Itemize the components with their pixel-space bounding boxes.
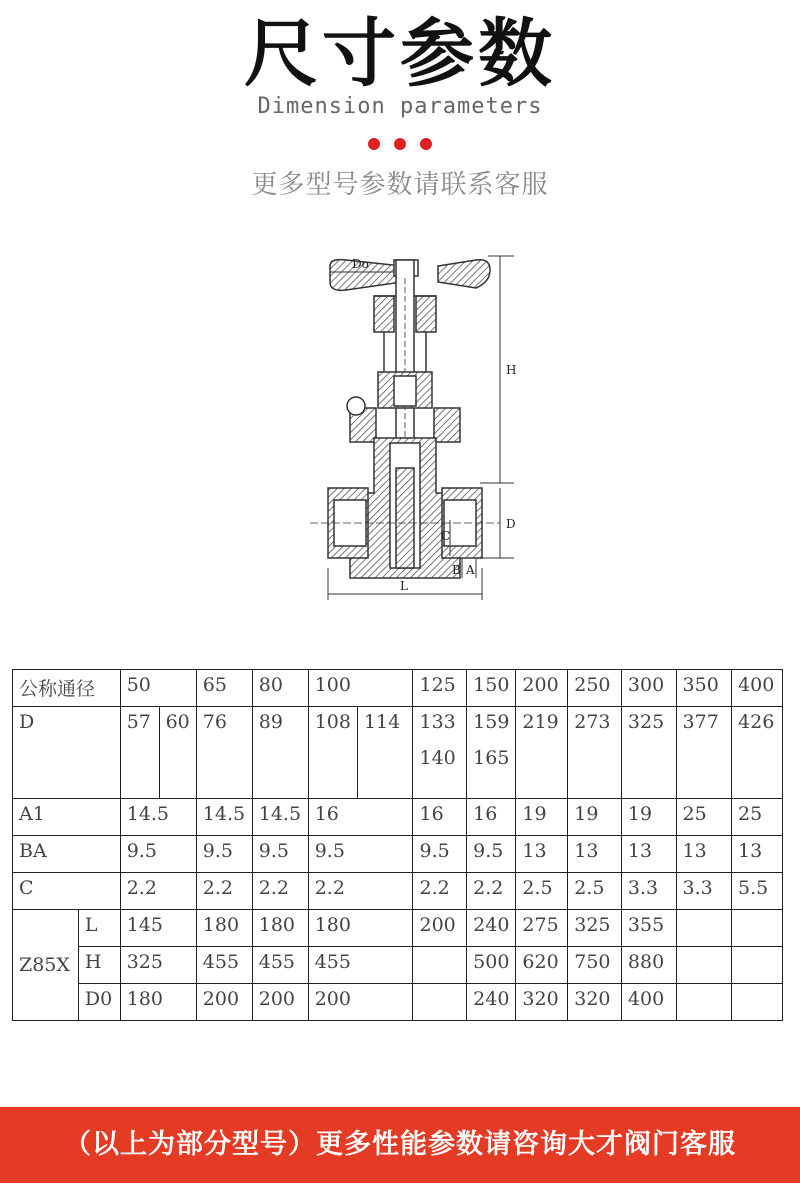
table-cell: 180 (120, 984, 196, 1021)
footer-banner: （以上为部分型号）更多性能参数请咨询大才阀门客服 (0, 1107, 800, 1183)
table-cell: 620 (516, 947, 568, 984)
table-row (13, 799, 783, 836)
table-cell: 2.2 (308, 873, 413, 910)
table-cell: 80 (252, 670, 308, 707)
table-cell: 13 (516, 836, 568, 873)
table-cell: 320 (516, 984, 568, 1021)
table-cell: 455 (196, 947, 252, 984)
row-label-nominal: 公称通径 (13, 670, 121, 707)
dim-label-c: C (441, 529, 451, 543)
table-cell: 89 (252, 707, 308, 799)
table-cell: 19 (621, 799, 676, 836)
table-cell: 125 (413, 670, 467, 707)
table-cell: 25 (676, 799, 732, 836)
table-cell: 250 (568, 670, 622, 707)
table-cell: 880 (621, 947, 676, 984)
table-cell: 145 (120, 910, 196, 947)
table-cell (676, 947, 732, 984)
table-cell (732, 984, 783, 1021)
table-cell: 65 (196, 670, 252, 707)
table-cell: 200 (413, 910, 467, 947)
table-row (13, 910, 783, 947)
row-label-a1: A1 (13, 799, 121, 836)
dot-icon (394, 138, 406, 150)
table-cell: 5.5 (732, 873, 783, 910)
table-cell: 16 (467, 799, 516, 836)
dim-label-h: H (506, 363, 517, 377)
table-cell: 180 (308, 910, 413, 947)
table-cell: 114 (357, 707, 413, 799)
table-cell (413, 707, 467, 799)
table-cell: 300 (621, 670, 676, 707)
table-cell: 275 (516, 910, 568, 947)
dot-icon (368, 138, 380, 150)
table-cell: 500 (467, 947, 516, 984)
table-cell: 273 (568, 707, 622, 799)
table-cell: 325 (568, 910, 622, 947)
row-label-h: H (78, 947, 120, 984)
table-cell: 426 (732, 707, 783, 799)
table-cell: 200 (516, 670, 568, 707)
row-label-l: L (78, 910, 120, 947)
table-cell: 13 (732, 836, 783, 873)
gate-valve-drawing (290, 238, 530, 618)
table-cell (467, 707, 516, 799)
table-cell (676, 910, 732, 947)
table-cell: 750 (568, 947, 622, 984)
table-cell: 240 (467, 984, 516, 1021)
contact-note: 更多型号参数请联系客服 (251, 170, 549, 200)
table-cell: 9.5 (252, 836, 308, 873)
cell-line: 159 (473, 711, 510, 733)
table-cell: 455 (252, 947, 308, 984)
table-row (13, 836, 783, 873)
table-cell: 16 (308, 799, 413, 836)
table-cell: 200 (308, 984, 413, 1021)
table-cell: 57 (120, 707, 159, 799)
table-cell: 13 (568, 836, 622, 873)
decorative-dots (0, 138, 800, 150)
row-label-d: D (13, 707, 121, 799)
table-cell: 108 (308, 707, 357, 799)
table-cell: 13 (676, 836, 732, 873)
table-cell: 325 (621, 707, 676, 799)
table-cell (676, 984, 732, 1021)
table-cell: 9.5 (308, 836, 413, 873)
table-cell: 219 (516, 707, 568, 799)
table-cell: 50 (120, 670, 196, 707)
table-cell: 16 (413, 799, 467, 836)
table-cell: 14.5 (252, 799, 308, 836)
table-row (13, 873, 783, 910)
table-cell: 400 (732, 670, 783, 707)
dim-label-a: A (466, 563, 475, 577)
table-row (13, 947, 783, 984)
table-cell: 60 (159, 707, 196, 799)
table-row (13, 984, 783, 1021)
row-label-model: Z85X (13, 910, 79, 1021)
dot-icon (420, 138, 432, 150)
cell-line: 140 (419, 747, 456, 769)
dim-label-l: L (400, 579, 408, 593)
row-label-ba: BA (13, 836, 121, 873)
table-cell: 2.2 (120, 873, 196, 910)
dimension-table (12, 669, 783, 1021)
table-cell: 9.5 (467, 836, 516, 873)
table-cell: 25 (732, 799, 783, 836)
dim-label-b: B (452, 563, 461, 577)
table-cell: 325 (120, 947, 196, 984)
dim-label-do: Do (352, 257, 369, 271)
row-label-c: C (13, 873, 121, 910)
table-cell: 14.5 (120, 799, 196, 836)
table-row (13, 670, 783, 707)
table-cell: 2.5 (516, 873, 568, 910)
table-cell: 400 (621, 984, 676, 1021)
table-cell: 2.2 (196, 873, 252, 910)
table-cell: 9.5 (196, 836, 252, 873)
table-cell: 13 (621, 836, 676, 873)
cell-line: 165 (473, 747, 510, 769)
table-cell: 76 (196, 707, 252, 799)
table-cell: 200 (196, 984, 252, 1021)
table-cell: 9.5 (413, 836, 467, 873)
table-cell: 19 (568, 799, 622, 836)
table-cell: 3.3 (621, 873, 676, 910)
table-cell: 320 (568, 984, 622, 1021)
table-cell (413, 947, 467, 984)
table-row (13, 707, 783, 799)
table-cell: 14.5 (196, 799, 252, 836)
table-cell: 9.5 (120, 836, 196, 873)
table-cell: 350 (676, 670, 732, 707)
table-cell (413, 984, 467, 1021)
table-cell: 455 (308, 947, 413, 984)
table-cell: 180 (252, 910, 308, 947)
page-title: 尺寸参数 (244, 11, 556, 97)
page-subtitle: Dimension parameters (257, 94, 543, 119)
table-cell: 19 (516, 799, 568, 836)
table-cell: 2.2 (413, 873, 467, 910)
table-cell: 150 (467, 670, 516, 707)
row-label-d0: D0 (78, 984, 120, 1021)
table-cell: 180 (196, 910, 252, 947)
dim-label-d: D (506, 517, 516, 531)
cell-line: 133 (419, 711, 456, 733)
table-cell: 2.2 (467, 873, 516, 910)
table-cell: 2.2 (252, 873, 308, 910)
table-cell (732, 947, 783, 984)
table-cell: 100 (308, 670, 413, 707)
table-cell (732, 910, 783, 947)
table-cell: 3.3 (676, 873, 732, 910)
table-cell: 355 (621, 910, 676, 947)
table-cell: 377 (676, 707, 732, 799)
table-cell: 2.5 (568, 873, 622, 910)
table-cell: 200 (252, 984, 308, 1021)
table-cell: 240 (467, 910, 516, 947)
